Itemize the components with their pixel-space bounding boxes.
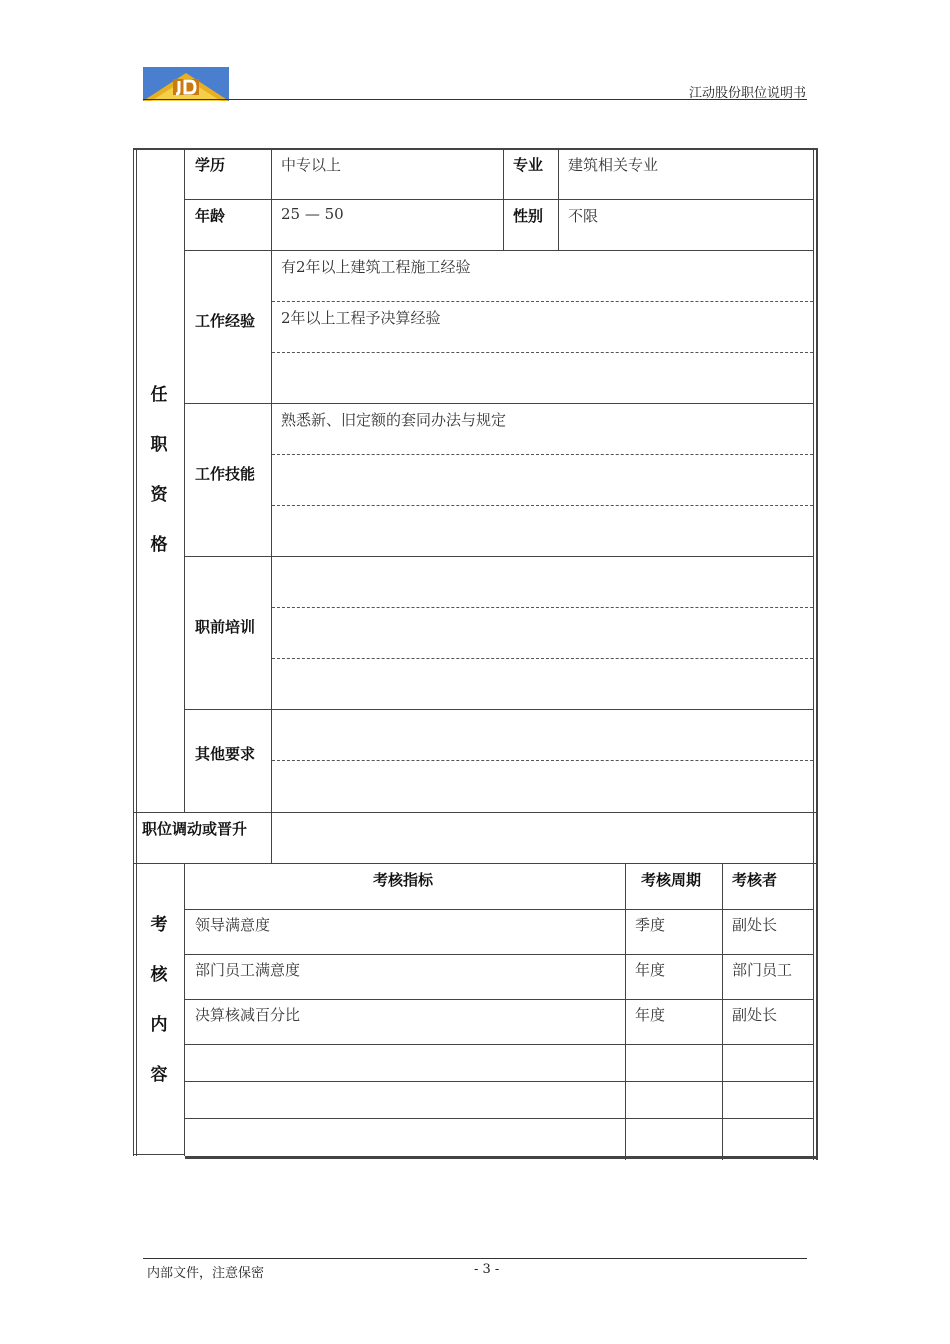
section-char: 职 (150, 435, 168, 455)
other-label: 其他要求 (195, 745, 256, 763)
indicator-cell: 决算核减百分比 (195, 1006, 301, 1024)
header-indicator: 考核指标 (373, 871, 434, 889)
indicator-cell: 领导满意度 (195, 916, 271, 934)
education-label: 学历 (195, 156, 226, 174)
period-cell: 年度 (635, 961, 666, 979)
indicator-cell: 部门员工满意度 (195, 961, 301, 979)
header-title: 江动股份职位说明书 (688, 86, 806, 101)
skills-line: 熟悉新、旧定额的套同办法与规定 (281, 411, 507, 429)
skills-label: 工作技能 (195, 465, 256, 483)
page-number: - 3 - (474, 1262, 500, 1277)
section-char: 内 (150, 1015, 168, 1035)
company-logo (143, 67, 229, 101)
promotion-label: 职位调动或晋升 (142, 820, 248, 838)
assessor-cell: 副处长 (732, 916, 778, 934)
education-value: 中专以上 (281, 156, 342, 174)
experience-label: 工作经验 (195, 312, 256, 330)
assessor-cell: 部门员工 (732, 961, 793, 979)
header-assessor: 考核者 (732, 871, 778, 889)
header-divider (143, 99, 807, 100)
gender-label: 性别 (513, 207, 544, 225)
major-value: 建筑相关专业 (568, 156, 659, 174)
training-label: 职前培训 (195, 618, 256, 636)
period-cell: 年度 (635, 1006, 666, 1024)
period-cell: 季度 (635, 916, 666, 934)
gender-value: 不限 (568, 207, 599, 225)
footer-divider (143, 1258, 807, 1259)
section-char: 考 (150, 915, 168, 935)
section-char: 容 (150, 1065, 168, 1085)
assessor-cell: 副处长 (732, 1006, 778, 1024)
experience-line: 2年以上工程予决算经验 (281, 309, 441, 327)
section-char: 核 (150, 965, 168, 985)
age-label: 年龄 (195, 207, 226, 225)
section-char: 格 (150, 535, 168, 555)
experience-line: 有2年以上建筑工程施工经验 (281, 258, 471, 276)
assessment-section-label (149, 900, 169, 1100)
age-value: 25 — 50 (281, 205, 344, 223)
header-period: 考核周期 (641, 871, 702, 889)
section-char: 资 (150, 485, 168, 505)
qualifications-section-label (149, 370, 169, 570)
major-label: 专业 (513, 156, 544, 174)
footer-confidential-note: 内部文件，注意保密 (147, 1266, 265, 1281)
section-char: 任 (150, 385, 168, 405)
